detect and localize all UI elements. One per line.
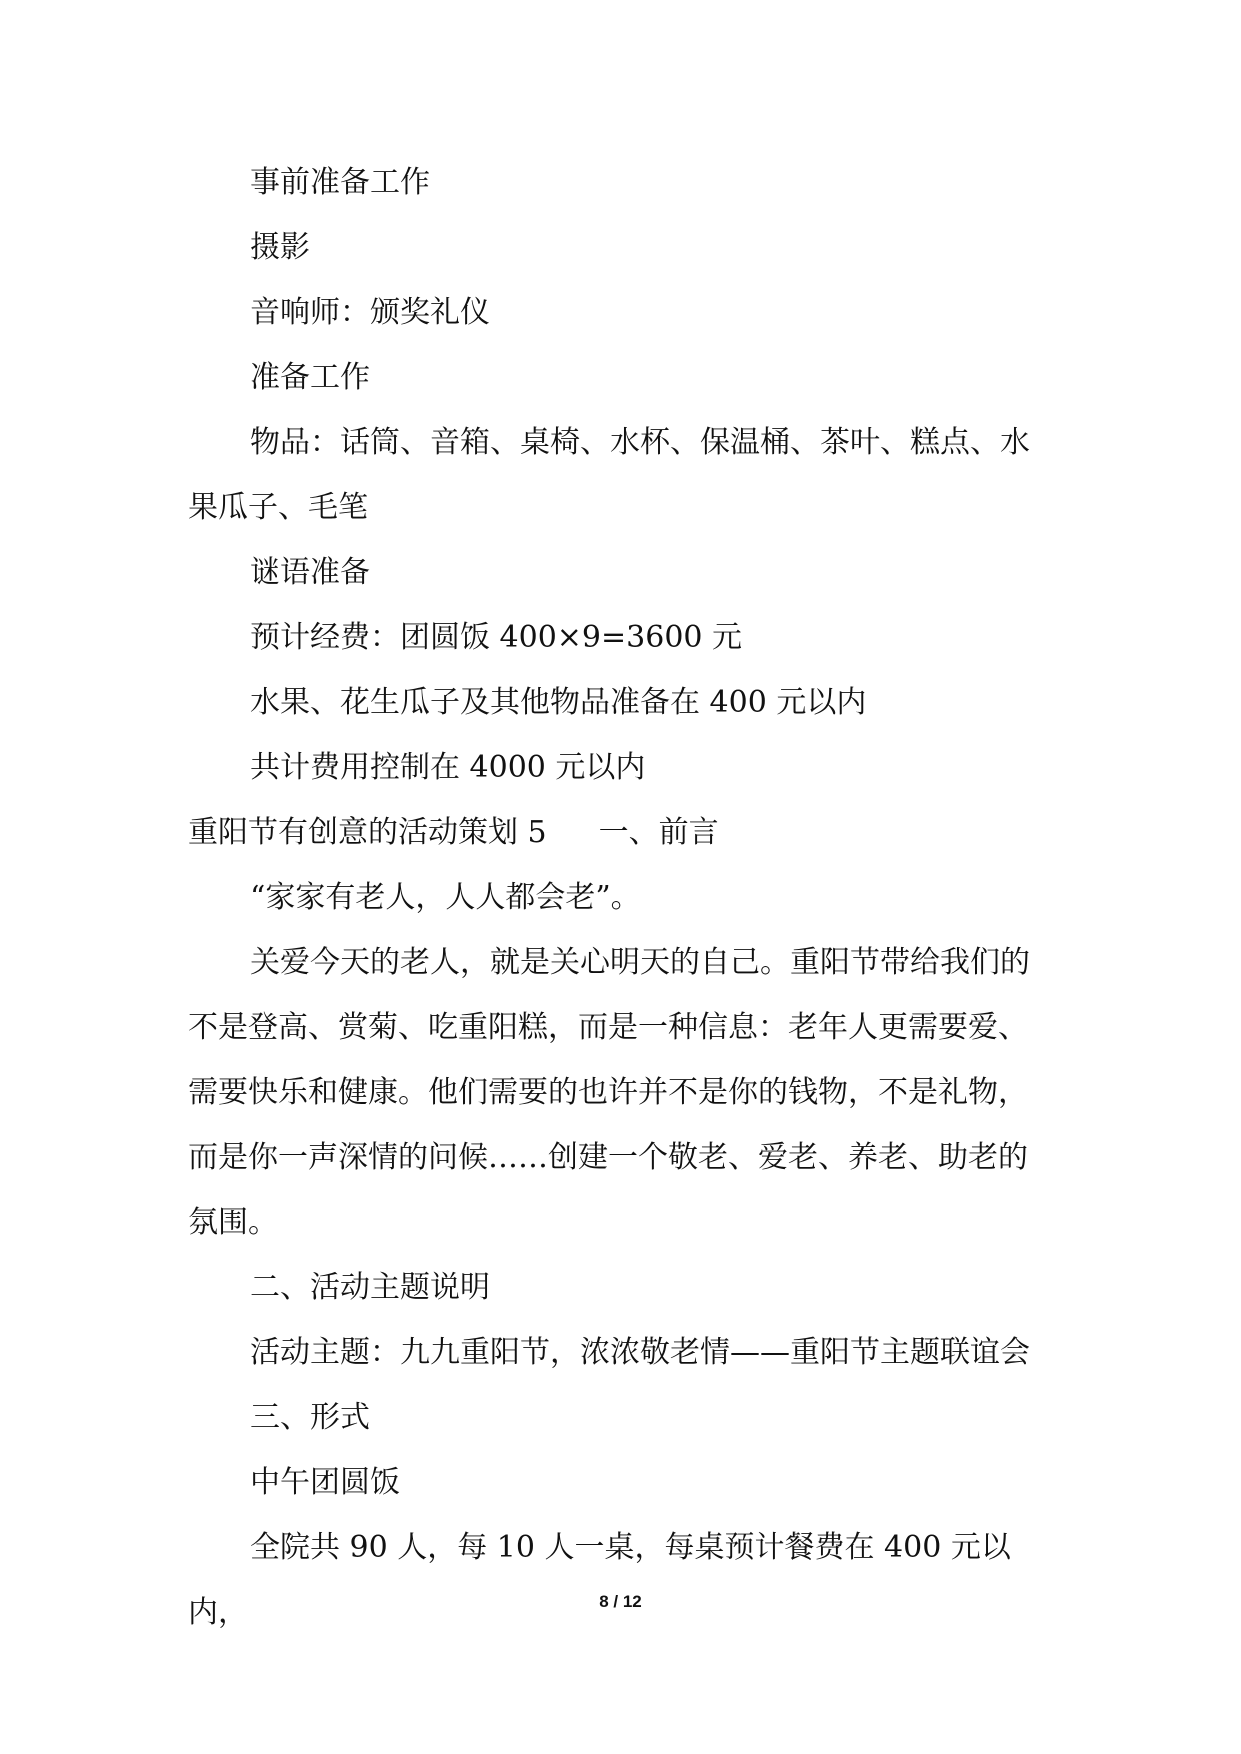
paragraph: 三、形式 — [250, 1400, 370, 1435]
paragraph: “家家有老人，人人都会老”。 — [250, 880, 641, 915]
paragraph: 活动主题：九九重阳节，浓浓敬老情——重阳节主题联谊会 — [250, 1335, 1030, 1370]
paragraph: 预计经费：团圆饭 400×9=3600 元 — [250, 620, 743, 655]
paragraph: 摄影 — [250, 230, 310, 265]
paragraph: 共计费用控制在 4000 元以内 — [250, 750, 646, 785]
page-number: 8 / 12 — [599, 1592, 642, 1611]
section-title: 重阳节有创意的活动策划 5 — [188, 815, 547, 850]
paragraph: 关爱今天的老人，就是关心明天的自己。重阳节带给我们的不是登高、赏菊、吃重阳糕，而是一种信息：老年人更需要爱、需要快乐和健康。他们需要的也许并不是你的钱物，不是礼物，而是你一声深情的问候……创建一个敬老、爱老、养老、助老的氛围。 — [188, 945, 1030, 1240]
paragraph: 二、活动主题说明 — [250, 1270, 490, 1305]
paragraph: 音响师：颁奖礼仪 — [250, 295, 490, 330]
paragraph: 全院共 90 人，每 10 人一桌，每桌预计餐费在 400 元以内， — [188, 1530, 1011, 1630]
paragraph: 物品：话筒、音箱、桌椅、水杯、保温桶、茶叶、糕点、水果瓜子、毛笔 — [188, 425, 1030, 525]
paragraph: 谜语准备 — [250, 555, 370, 590]
section-heading — [188, 800, 1048, 865]
paragraph: 中午团圆饭 — [250, 1465, 400, 1500]
document-body — [188, 150, 1048, 1645]
paragraph: 准备工作 — [250, 360, 370, 395]
paragraph: 水果、花生瓜子及其他物品准备在 400 元以内 — [250, 685, 867, 720]
paragraph: 事前准备工作 — [250, 165, 430, 200]
section-subtitle: 一、前言 — [598, 815, 719, 850]
